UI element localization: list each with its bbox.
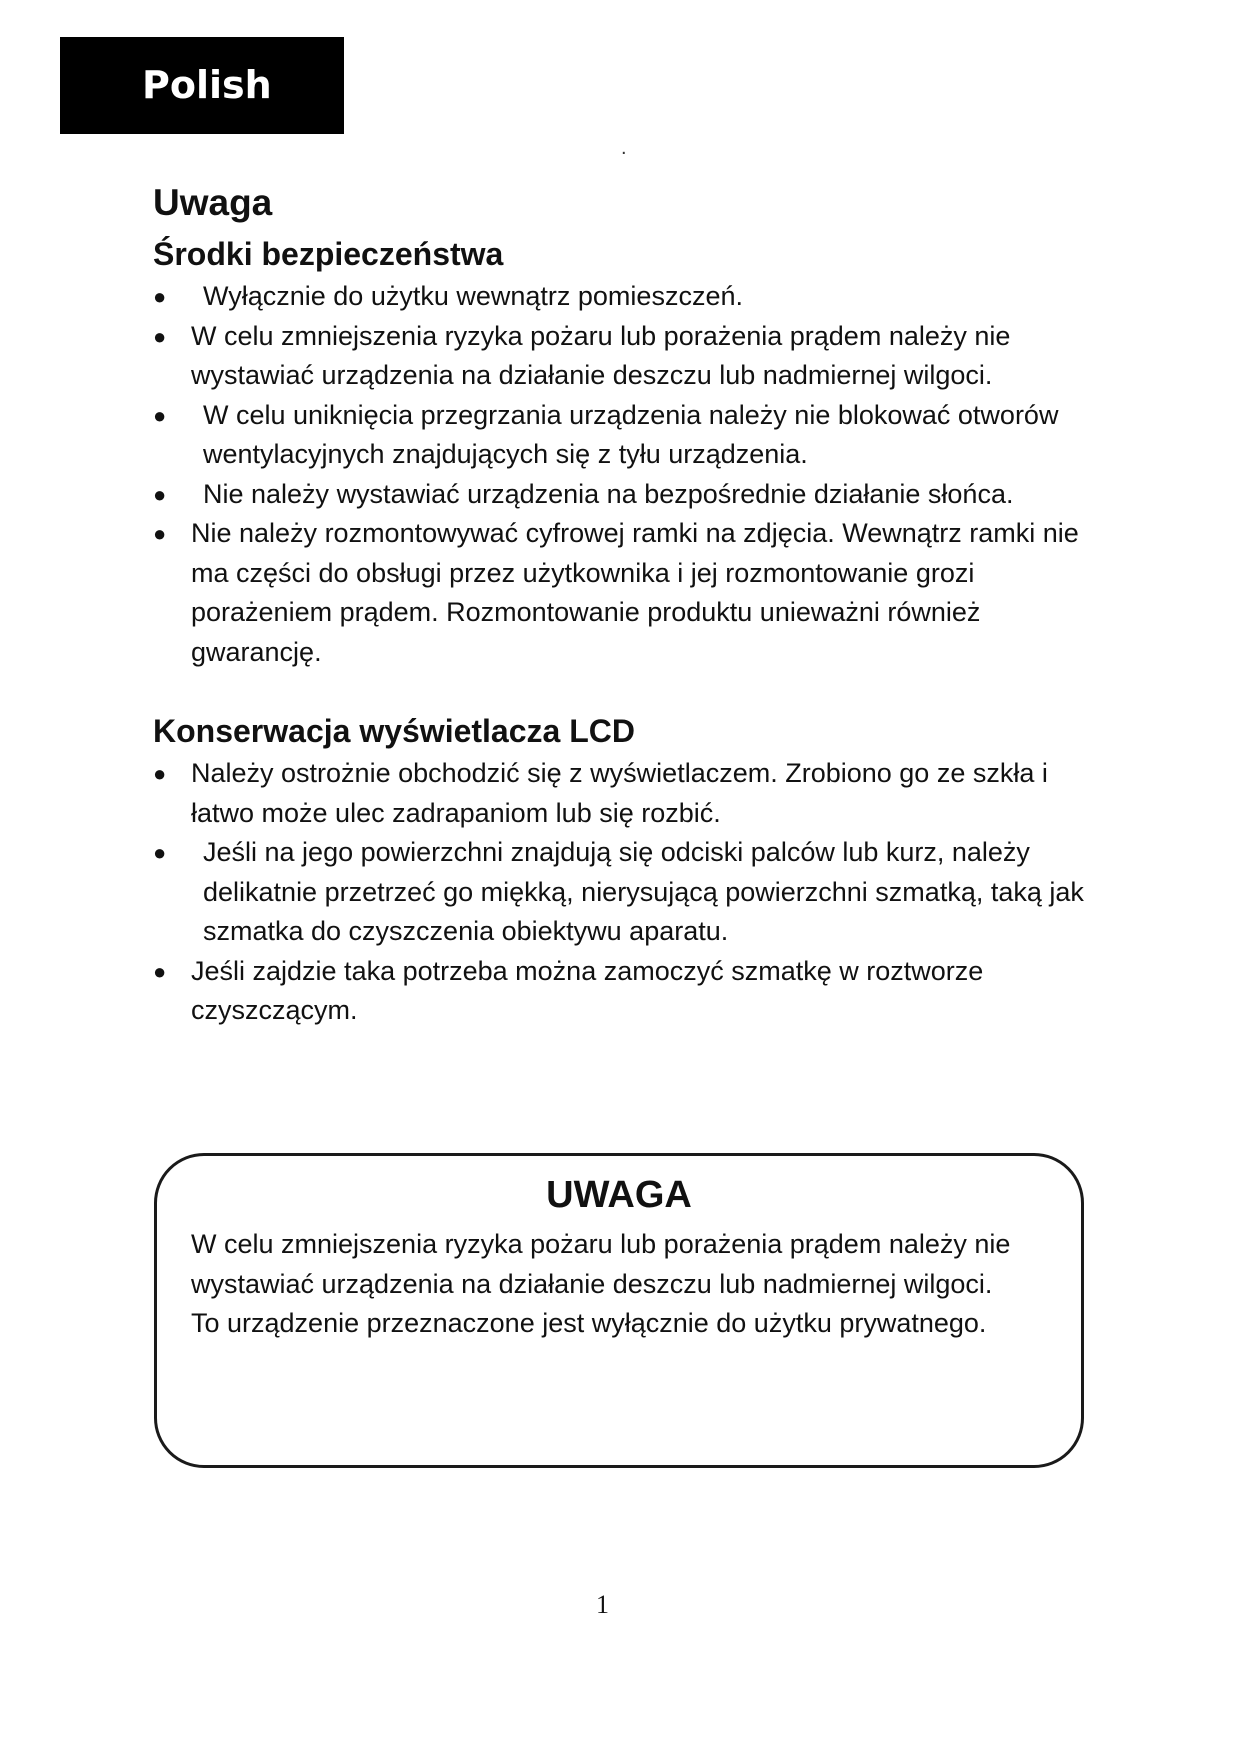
stray-mark: . xyxy=(621,137,627,159)
bullet-icon: ● xyxy=(153,761,167,786)
list-item-text: Jeśli zajdzie taka potrzeba można zamoczyć szmatkę w roztworze czyszczącym. xyxy=(191,955,984,1025)
bullet-icon: ● xyxy=(153,521,167,546)
list-item xyxy=(153,514,1103,672)
list-item-text: Nie należy rozmontowywać cyfrowej ramki na zdjęcia. Wewnątrz ramki nie ma części do obsługi przez użytkownika i jej rozmontowanie grozi porażeniem prądem. Rozmontowanie produktu unieważni również gwarancję. xyxy=(191,518,1079,667)
list-item-text: Wyłącznie do użytku wewnątrz pomieszczeń. xyxy=(203,281,743,311)
safety-heading: Środki bezpieczeństwa xyxy=(153,236,504,272)
list-item xyxy=(153,475,1103,515)
list-item-text: W celu uniknięcia przegrzania urządzenia należy nie blokować otworów wentylacyjnych znajdujących się z tyłu urządzenia. xyxy=(203,399,1059,469)
bullet-icon: ● xyxy=(153,840,167,865)
bullet-icon: ● xyxy=(153,284,167,309)
safety-list xyxy=(153,277,1103,672)
page-content xyxy=(153,178,1103,1031)
warning-body xyxy=(191,1225,1061,1344)
lcd-list xyxy=(153,754,1103,1031)
page-number: 1 xyxy=(596,1590,609,1619)
list-item xyxy=(153,754,1103,833)
warning-box xyxy=(154,1153,1084,1468)
bullet-icon: ● xyxy=(153,323,167,349)
bullet-icon: ● xyxy=(153,402,167,428)
language-tab: Polish xyxy=(60,37,344,134)
safety-section xyxy=(153,233,1103,672)
lcd-heading: Konserwacja wyświetlacza LCD xyxy=(153,713,635,749)
list-item xyxy=(153,952,1103,1031)
warning-title: UWAGA xyxy=(546,1174,692,1216)
list-item xyxy=(153,396,1103,475)
list-item-text: Należy ostrożnie obchodzić się z wyświetlaczem. Zrobiono go ze szkła i łatwo może ulec zadrapaniom lub się rozbić. xyxy=(191,758,1048,828)
list-item xyxy=(153,277,1103,317)
list-item xyxy=(153,317,1103,396)
lcd-section xyxy=(153,710,1103,1031)
list-item xyxy=(153,833,1103,952)
bullet-icon: ● xyxy=(153,958,167,984)
warning-paragraph: To urządzenie przeznaczone jest wyłącznie do użytku prywatnego. xyxy=(191,1308,987,1338)
list-item-text: Nie należy wystawiać urządzenia na bezpośrednie działanie słońca. xyxy=(203,478,1014,509)
page-title: Uwaga xyxy=(153,182,273,223)
warning-paragraph: W celu zmniejszenia ryzyka pożaru lub porażenia prądem należy nie wystawiać urządzenia na działanie deszczu lub nadmiernej wilgoci. xyxy=(191,1229,1011,1299)
list-item-text: W celu zmniejszenia ryzyka pożaru lub porażenia prądem należy nie wystawiać urządzenia na działanie deszczu lub nadmiernej wilgoci. xyxy=(191,320,1011,390)
list-item-text: Jeśli na jego powierzchni znajdują się odciski palców lub kurz, należy delikatnie przetrzeć go miękką, nierysującą powierzchni szmatką, taką jak szmatka do czyszczenia obiektywu aparatu. xyxy=(203,837,1084,946)
bullet-icon: ● xyxy=(153,481,167,507)
